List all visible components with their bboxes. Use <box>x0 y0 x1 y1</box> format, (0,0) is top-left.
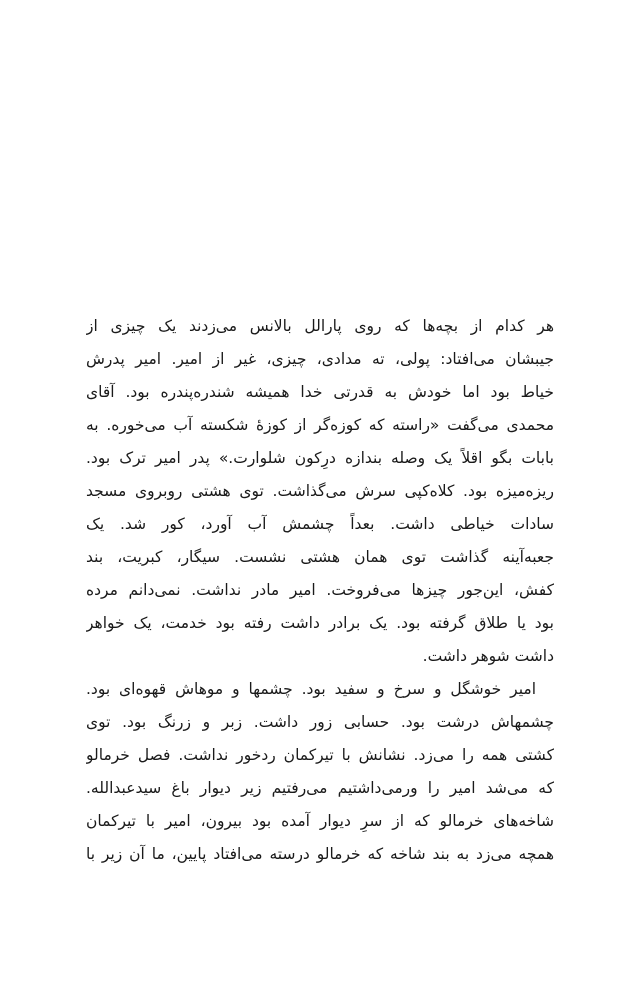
text-line: کفش، این‌جور چیزها می‌فروخت. امیر مادر نداشت. نمی‌دانم مرده <box>86 581 554 599</box>
text-line: همچه می‌زد به بند شاخه که خرمالو درسته می‌افتاد پایین، ما آن زیر با <box>86 845 554 863</box>
text-line: جیبشان می‌افتاد: پولی، ته مدادی، چیزی، غیر از امیر. امیر پدرش <box>86 350 554 368</box>
text-line: جعبه‌آینه گذاشت توی همان هشتی نشست. سیگار، کبریت، بند <box>86 548 554 566</box>
text-line: که می‌شد امیر را ورمی‌داشتیم می‌رفتیم زیر دیوار باغ سیدعبدالله. <box>86 779 554 797</box>
text-line: داشت شوهر داشت. <box>422 647 554 665</box>
text-line: شاخه‌های خرمالو که از سرِ دیوار آمده بود بیرون، امیر با تیرکمان <box>86 812 554 830</box>
body-text <box>86 310 554 871</box>
text-line: هر کدام از بچه‌ها که روی پارالل بالانس می‌زدند یک چیزی از <box>86 317 554 335</box>
text-line: بود یا طلاق گرفته بود. یک برادر داشت رفته بود خدمت، یک خواهر <box>86 614 554 632</box>
text-line: امیر خوشگل و سرخ و سفید بود. چشمها و موهاش قهوه‌ای بود. <box>86 680 536 698</box>
text-line: خیاط بود اما خودش به قدرتی خدا همیشه شندره‌پندره بود. آقای <box>86 383 554 401</box>
text-line: بابات بگو اقلاً یک وصله بندازه درِکون شلوارت.» پدر امیر ترک بود. <box>86 449 554 467</box>
text-line: ریزه‌میزه بود. کلاه‌کپی سرش می‌گذاشت. توی هشتی روبروی مسجد <box>86 482 554 500</box>
text-line: کشتی همه را می‌زد. نشانش با تیرکمان ردخور نداشت. فصل خرمالو <box>86 746 554 764</box>
text-line: محمدی می‌گفت «راسته که کوزه‌گر از کوزهٔ شکسته آب می‌خوره. به <box>86 416 554 434</box>
text-line: سادات خیاطی داشت. بعداً چشمش آب آورد، کور شد. یک <box>86 515 554 533</box>
text-line: چشمهاش درشت بود. حسابی زور داشت. زبر و زرنگ بود. توی <box>86 713 554 731</box>
